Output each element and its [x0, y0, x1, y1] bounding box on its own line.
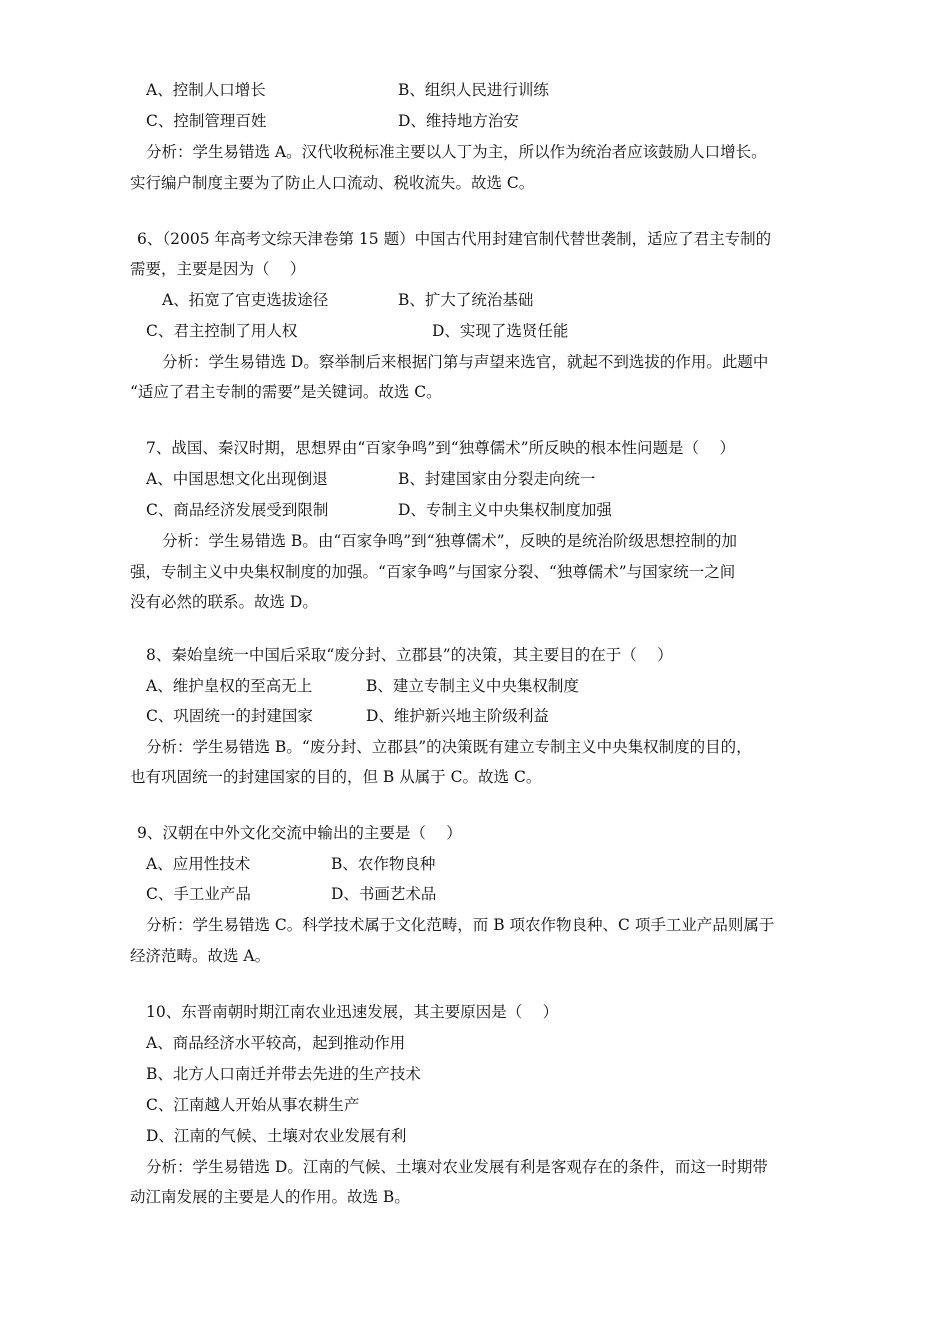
- q6-analysis-line: 分析：学生易错选 D。察举制后来根据门第与声望来选官，就起不到选拔的作用。此题中: [162, 353, 769, 371]
- q10-option-d: D、江南的气候、土壤对农业发展有利: [146, 1127, 407, 1145]
- q6-analysis-line: “适应了君主专制的需要”是关键词。故选 C。: [130, 383, 442, 401]
- q8-option-c: C、巩固统一的封建国家: [146, 707, 313, 725]
- q6-option-b: B、扩大了统治基础: [398, 291, 534, 309]
- q8-analysis-line: 分析：学生易错选 B。“废分封、立郡县”的决策既有建立专制主义中央集权制度的目的，: [146, 738, 752, 756]
- q9-analysis-line: 经济范畴。故选 A。: [130, 947, 271, 965]
- q9-option-c: C、手工业产品: [146, 885, 251, 903]
- q6-stem: 6、（2005 年高考文综天津卷第 15 题）中国古代用封建官制代替世袭制，适应了君主专制的: [137, 230, 772, 248]
- q8-analysis-line: 也有巩固统一的封建国家的目的，但 B 从属于 C。故选 C。: [130, 768, 542, 786]
- q5-option-b: B、组织人民进行训练: [398, 81, 549, 99]
- q7-analysis-line: 强，专制主义中央集权制度的加强。“百家争鸣”与国家分裂、“独尊儒术”与国家统一之间: [130, 563, 736, 581]
- q7-option-d: D、专制主义中央集权制度加强: [398, 501, 612, 519]
- q10-option-c: C、江南越人开始从事农耕生产: [146, 1096, 360, 1114]
- q8-option-a: A、维护皇权的至高无上: [146, 677, 313, 695]
- q5-option-d: D、维持地方治安: [398, 112, 519, 130]
- q7-analysis-line: 没有必然的联系。故选 D。: [130, 593, 318, 611]
- q8-option-d: D、维护新兴地主阶级利益: [366, 707, 549, 725]
- q6-option-a: A、拓宽了官吏选拔途径: [162, 291, 329, 309]
- q5-option-a: A、控制人口增长: [146, 81, 266, 99]
- q9-analysis-line: 分析：学生易错选 C。科学技术属于文化范畴，而 B 项农作物良种、C 项手工业产品则属于: [146, 916, 775, 934]
- q6-option-c: C、君主控制了用人权: [146, 322, 298, 340]
- q8-option-b: B、建立专制主义中央集权制度: [366, 677, 579, 695]
- q7-stem: 7、战国、秦汉时期，思想界由“百家争鸣”到“独尊儒术”所反映的根本性问题是（ ）: [146, 439, 735, 457]
- q10-stem: 10、东晋南朝时期江南农业迅速发展，其主要原因是（ ）: [146, 1003, 559, 1021]
- q7-option-a: A、中国思想文化出现倒退: [146, 470, 328, 488]
- q9-option-d: D、书画艺术品: [331, 885, 437, 903]
- q5-option-c: C、控制管理百姓: [146, 112, 267, 130]
- q7-option-c: C、商品经济发展受到限制: [146, 501, 329, 519]
- q9-stem: 9、汉朝在中外文化交流中输出的主要是（ ）: [137, 824, 462, 842]
- q10-analysis-line: 分析：学生易错选 D。江南的气候、土壤对农业发展有利是客观存在的条件，而这一时期带: [146, 1158, 768, 1176]
- q6-stem: 需要，主要是因为（ ）: [130, 260, 306, 278]
- q10-option-b: B、北方人口南迁并带去先进的生产技术: [146, 1065, 421, 1083]
- q5-analysis-line: 分析：学生易错选 A。汉代收税标准主要以人丁为主，所以作为统治者应该鼓励人口增长。: [146, 143, 767, 161]
- q9-option-a: A、应用性技术: [146, 855, 251, 873]
- q7-option-b: B、封建国家由分裂走向统一: [398, 470, 596, 488]
- q6-option-d: D、实现了选贤任能: [432, 322, 569, 340]
- q10-analysis-line: 动江南发展的主要是人的作用。故选 B。: [130, 1188, 410, 1206]
- q7-analysis-line: 分析：学生易错选 B。由“百家争鸣”到“独尊儒术”，反映的是统治阶级思想控制的加: [162, 532, 738, 550]
- q8-stem: 8、秦始皇统一中国后采取“废分封、立郡县”的决策，其主要目的在于（ ）: [146, 646, 673, 664]
- q10-option-a: A、商品经济水平较高，起到推动作用: [146, 1034, 406, 1052]
- q5-analysis-line: 实行编户制度主要为了防止人口流动、税收流失。故选 C。: [130, 174, 535, 192]
- q9-option-b: B、农作物良种: [331, 855, 436, 873]
